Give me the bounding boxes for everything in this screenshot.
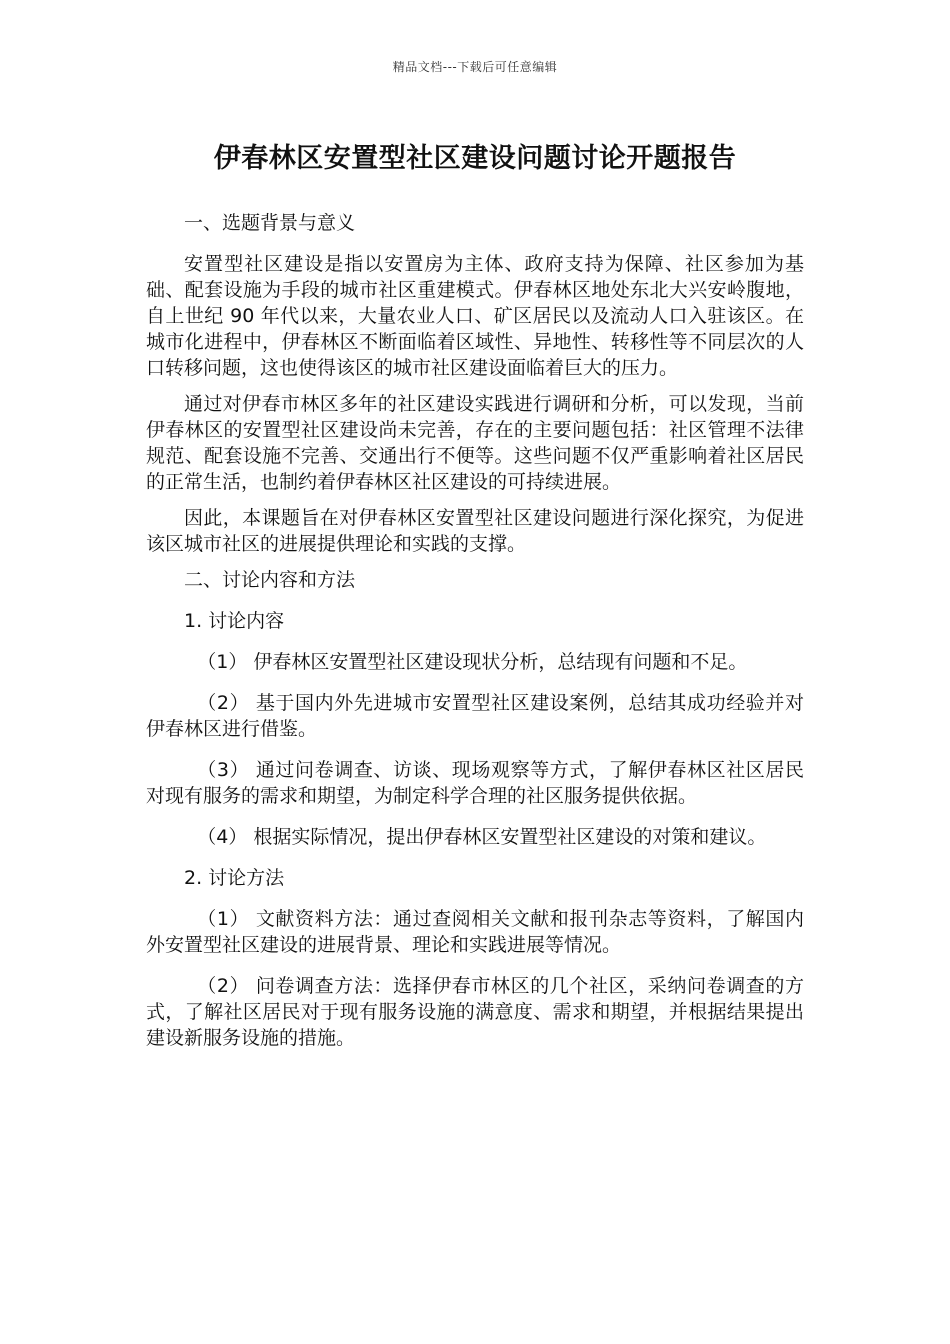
body-paragraph: 因此，本课题旨在对伊春林区安置型社区建设问题进行深化探究，为促进该区城市社区的进展提供理论和实践的支撑。 — [146, 507, 804, 555]
list-item: （3） 通过问卷调查、访谈、现场观察等方式，了解伊春林区社区居民对现有服务的需求和期望，为制定科学合理的社区服务提供依据。 — [146, 759, 804, 807]
subsection-heading-methods: 2. 讨论方法 — [184, 867, 285, 889]
section-heading-background: 一、选题背景与意义 — [184, 212, 356, 234]
document-title: 伊春林区安置型社区建设问题讨论开题报告 — [213, 143, 737, 174]
list-item: （1） 伊春林区安置型社区建设现状分析，总结现有问题和不足。 — [197, 651, 748, 673]
list-item: （1） 文献资料方法：通过查阅相关文献和报刊杂志等资料，了解国内外安置型社区建设的进展背景、理论和实践进展等情况。 — [146, 908, 804, 956]
section-heading-research: 二、讨论内容和方法 — [184, 569, 356, 591]
body-paragraph: 安置型社区建设是指以安置房为主体、政府支持为保障、社区参加为基础、配套设施为手段的城市社区重建模式。伊春林区地处东北大兴安岭腹地，自上世纪 90 年代以来，大量农业人口、矿区居民以及流动人口入驻该区。在城市化进程中，伊春林区不断面临着区域性、异地性、转移性等不同层次的人口转移问题，这也使得该区的城市社区建设面临着巨大的压力。 — [146, 253, 804, 379]
subsection-heading-content: 1. 讨论内容 — [184, 610, 285, 632]
body-paragraph: 通过对伊春市林区多年的社区建设实践进行调研和分析，可以发现，当前伊春林区的安置型社区建设尚未完善，存在的主要问题包括：社区管理不法律规范、配套设施不完善、交通出行不便等。这些问题不仅严重影响着社区居民的正常生活，也制约着伊春林区社区建设的可持续进展。 — [146, 393, 804, 493]
document-body — [146, 210, 804, 1066]
list-item: （4） 根据实际情况，提出伊春林区安置型社区建设的对策和建议。 — [197, 826, 767, 848]
list-item: （2） 基于国内外先进城市安置型社区建设案例，总结其成功经验并对伊春林区进行借鉴。 — [146, 692, 804, 740]
list-item: （2） 问卷调查方法：选择伊春市林区的几个社区，采纳问卷调查的方式，了解社区居民对于现有服务设施的满意度、需求和期望，并根据结果提出建设新服务设施的措施。 — [146, 975, 804, 1049]
document-header-note: 精品文档---下载后可任意编辑 — [392, 60, 558, 74]
